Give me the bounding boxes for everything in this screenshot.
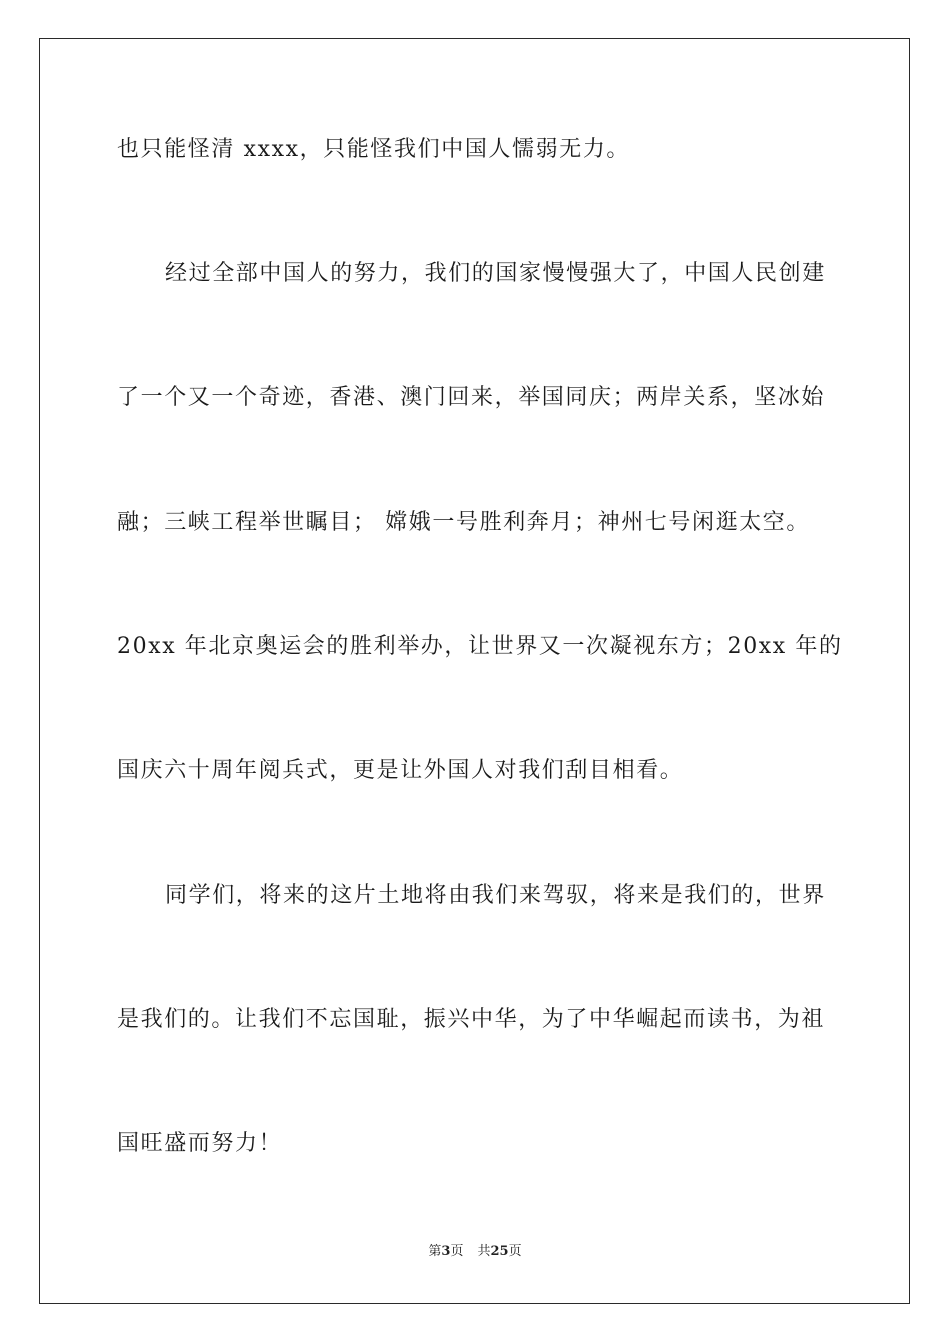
text-line-5: 20xx 年北京奥运会的胜利举办，让世界又一次凝视东方；20xx 年的	[117, 634, 843, 659]
total-suffix: 页	[508, 1244, 522, 1259]
page-current-number: 3	[441, 1244, 451, 1259]
text-line-7: 同学们，将来的这片土地将由我们来驾驭，将来是我们的，世界	[165, 883, 826, 908]
total-prefix: 共	[477, 1244, 491, 1259]
text-line-2: 经过全部中国人的努力，我们的国家慢慢强大了，中国人民创建	[165, 261, 826, 286]
text-line-3: 了一个又一个奇迹，香港、澳门回来，举国同庆；两岸关系，坚冰始	[117, 385, 826, 410]
text-line-6: 国庆六十周年阅兵式，更是让外国人对我们刮目相看。	[117, 758, 684, 783]
page-footer	[0, 1243, 950, 1261]
text-line-4: 融；三峡工程举世瞩目； 嫦娥一号胜利奔月；神州七号闲逛太空。	[117, 510, 810, 535]
text-line-1: 也只能怪清 xxxx，只能怪我们中国人懦弱无力。	[117, 137, 631, 162]
page-prefix: 第	[428, 1244, 442, 1259]
page-total-number: 25	[490, 1244, 509, 1259]
text-line-8: 是我们的。让我们不忘国耻，振兴中华，为了中华崛起而读书，为祖	[117, 1007, 826, 1032]
text-line-9: 国旺盛而努力！	[117, 1131, 283, 1156]
page-suffix: 页	[450, 1244, 464, 1259]
page-border	[39, 38, 910, 1304]
